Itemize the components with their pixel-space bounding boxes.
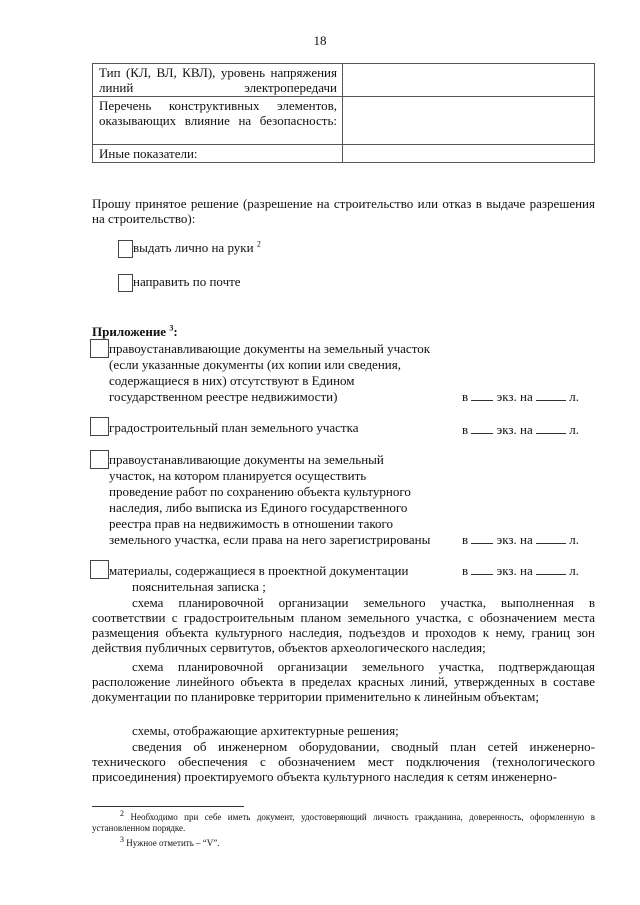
footnote-ref: 2 — [256, 239, 261, 249]
attachment-checkbox-2[interactable] — [90, 417, 109, 436]
attachment-heading — [92, 324, 178, 339]
attachment-checkbox-1[interactable] — [90, 339, 109, 358]
attachment-item-3-line: наследия, либо выписка из Единого государственного — [109, 500, 408, 515]
qty-sheets-label: л. — [569, 532, 579, 547]
qty-in: в — [462, 389, 469, 404]
table-row — [93, 64, 595, 97]
delivery-option-mail[interactable] — [118, 274, 241, 292]
attachment-item-1-line: государственном реестре недвижимости) — [109, 389, 338, 404]
attachment-item-4-line: материалы, содержащиеся в проектной документации — [109, 563, 409, 578]
copies-input[interactable] — [471, 423, 493, 434]
table-cell-label: Перечень конструктивных элементов, оказывающих влияние на безопасность: — [93, 97, 343, 145]
sheets-input[interactable] — [536, 423, 566, 434]
attachment-checkbox-3[interactable] — [90, 450, 109, 469]
footnote-divider — [92, 806, 244, 807]
attachment-item-1-line: правоустанавливающие документы на земельный участок — [109, 341, 431, 356]
qty-in: в — [462, 422, 469, 437]
attachment-item-1-line: содержащиеся в них) отсутствуют в Едином — [109, 373, 355, 388]
footnote-mark: 3 — [120, 835, 124, 844]
quantity-field — [462, 422, 579, 437]
quantity-field — [462, 389, 579, 404]
attachment-item-2-line: градостроительный план земельного участка — [109, 420, 359, 435]
qty-copies-label: экз. на — [496, 389, 533, 404]
table-cell-value[interactable] — [343, 64, 595, 97]
material-item: схема планировочной организации земельного участка, выполненная в соответствии с градостроительным планом земельного участка, с обозначением места размещения объекта культурного наследия, подъездов и проходов к нему, границ зон действия публичных сервитутов, объектов археологического наследия; — [92, 595, 595, 655]
sheets-input[interactable] — [536, 390, 566, 401]
qty-sheets-label: л. — [569, 389, 579, 404]
table-row — [93, 145, 595, 163]
footnote-mark: 2 — [120, 809, 124, 818]
page-number: 18 — [313, 33, 327, 48]
option-label: направить по почте — [133, 274, 241, 289]
attachment-item-3-line: проведение работ по сохранению объекта культурного — [109, 484, 411, 499]
option-label: выдать лично на руки — [133, 240, 254, 255]
sheets-input[interactable] — [536, 564, 566, 575]
qty-in: в — [462, 532, 469, 547]
quantity-field — [462, 532, 579, 547]
attachment-item-3-line: правоустанавливающие документы на земельный — [109, 452, 384, 467]
material-item: пояснительная записка ; — [132, 579, 266, 594]
table-row — [93, 97, 595, 145]
material-item: схема планировочной организации земельного участка, подтверждающая расположение линейного объекта в пределах красных линий, утвержденных в составе документации по планировке территории применительно к линейным объектам; — [92, 659, 595, 704]
sheets-input[interactable] — [536, 533, 566, 544]
attachment-item-3-line: участок, на котором планируется осуществить — [109, 468, 367, 483]
qty-copies-label: экз. на — [496, 422, 533, 437]
attachment-item-3-line: земельного участка, если права на него зарегистрированы — [109, 532, 431, 547]
copies-input[interactable] — [471, 564, 493, 575]
attachment-item-1-line: (если указанные документы (их копии или сведения, — [109, 357, 401, 372]
quantity-field — [462, 563, 579, 578]
attachment-checkbox-4[interactable] — [90, 560, 109, 579]
info-table — [92, 63, 595, 163]
qty-in: в — [462, 563, 469, 578]
copies-input[interactable] — [471, 390, 493, 401]
table-cell-label: Тип (КЛ, ВЛ, КВЛ), уровень напряжения линий электропередачи — [93, 64, 343, 97]
attachment-heading-text: Приложение — [92, 324, 167, 339]
qty-sheets-label: л. — [569, 563, 579, 578]
footnote-text: Необходимо при себе иметь документ, удостоверяющий личность гражданина, доверенность, оформленную в установленном порядке. — [92, 812, 596, 833]
footnote-ref: 3 — [169, 323, 174, 333]
material-item: схемы, отображающие архитектурные решения; — [132, 723, 399, 738]
qty-copies-label: экз. на — [496, 532, 533, 547]
attachment-item-3-line: реестра прав на недвижимость в отношении такого — [109, 516, 394, 531]
table-cell-value[interactable] — [343, 145, 595, 163]
request-text: Прошу принятое решение (разрешение на строительство или отказ в выдаче разрешения на строительство): — [92, 196, 595, 226]
table-cell-value[interactable] — [343, 97, 595, 145]
material-item: сведения об инженерном оборудовании, сводный план сетей инженерно-технического обеспечения с обозначением мест подключения (технологического присоединения) проектируемого объекта культурного наследия к сетям инженерно- — [92, 739, 595, 784]
qty-sheets-label: л. — [569, 422, 579, 437]
footnote — [92, 809, 596, 834]
delivery-option-in-person[interactable] — [118, 240, 261, 258]
copies-input[interactable] — [471, 533, 493, 544]
footnote-text: Нужное отметить – “V”. — [126, 838, 220, 848]
checkbox[interactable] — [118, 240, 133, 258]
heading-colon: : — [173, 324, 178, 339]
qty-copies-label: экз. на — [496, 563, 533, 578]
checkbox[interactable] — [118, 274, 133, 292]
footnote — [92, 835, 595, 849]
table-cell-label: Иные показатели: — [93, 145, 343, 163]
